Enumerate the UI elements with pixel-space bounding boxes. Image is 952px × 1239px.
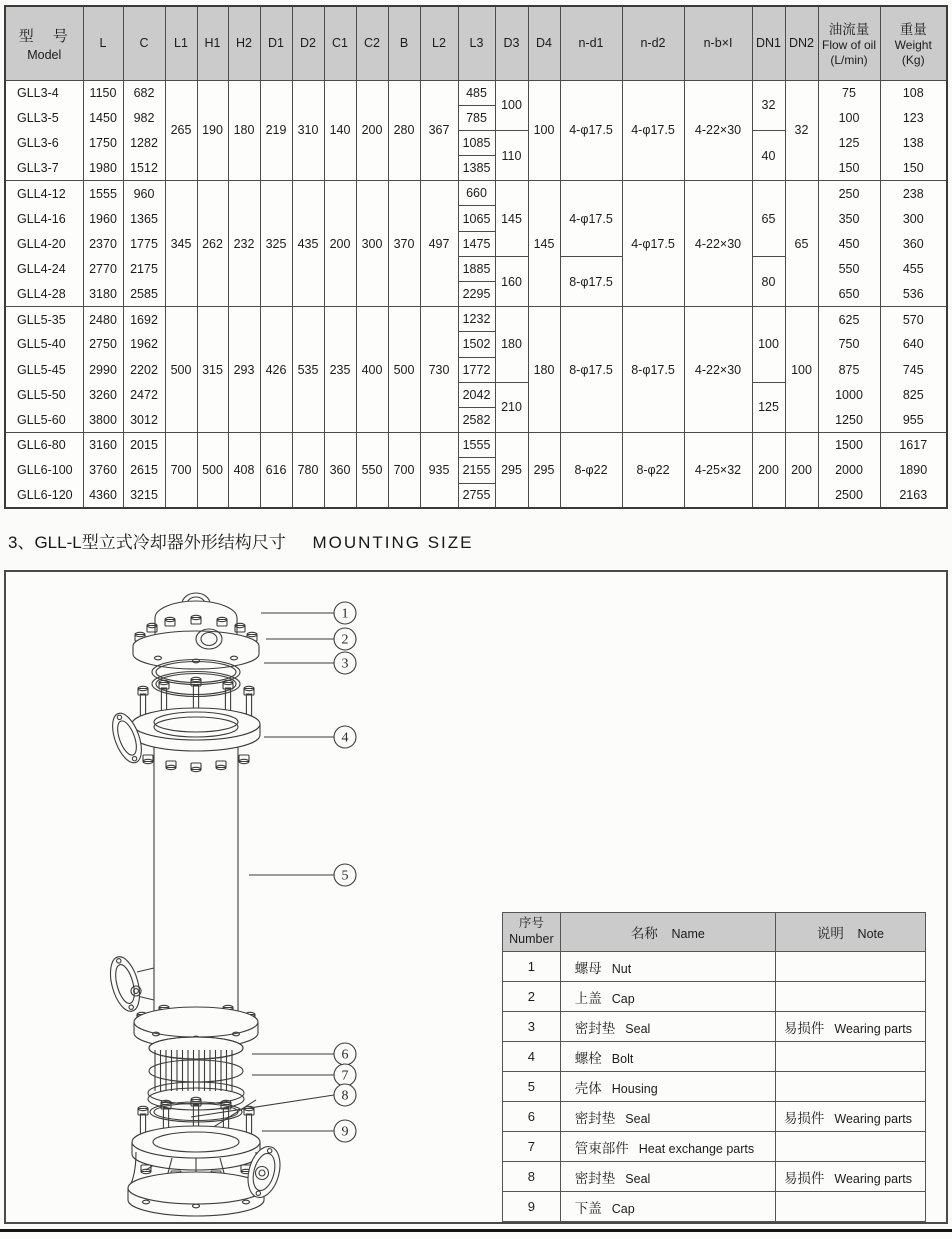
- cell-weight: 138: [880, 130, 947, 155]
- cell-flow: 550: [818, 256, 880, 281]
- cell-L1: 265: [165, 80, 197, 181]
- parts-cell-name: 螺母 Nut: [560, 952, 775, 982]
- cell-L: 2370: [83, 231, 123, 256]
- cell-D3: 110: [495, 130, 528, 180]
- cell-C: 1962: [123, 332, 165, 357]
- col-flow-unit: (L/min): [830, 53, 868, 68]
- col-C2: C2: [356, 6, 388, 80]
- cell-C1: 200: [324, 181, 356, 307]
- cell-DN1: 100: [752, 307, 785, 383]
- cell-C: 1775: [123, 231, 165, 256]
- cell-flow: 125: [818, 130, 880, 155]
- parts-col-number-en: Number: [509, 932, 554, 946]
- parts-cell-note: [775, 982, 925, 1012]
- cell-DN1: 200: [752, 433, 785, 509]
- cell-n-bxI: 4-22×30: [684, 80, 752, 181]
- parts-cell-note: [775, 1132, 925, 1162]
- cell-D4: 180: [528, 307, 560, 433]
- parts-col-name: [560, 913, 775, 952]
- cell-C: 2175: [123, 256, 165, 281]
- cell-L3: 660: [458, 181, 495, 206]
- parts-cell-number: 2: [503, 982, 561, 1012]
- cell-n-d1: 4-φ17.5: [560, 181, 622, 257]
- cell-C2: 400: [356, 307, 388, 433]
- svg-text:3: 3: [341, 656, 349, 672]
- cell-D2: 435: [292, 181, 324, 307]
- col-DN2: DN2: [785, 6, 818, 80]
- col-model-zh: 型 号: [18, 27, 70, 45]
- cell-model: GLL4-16: [5, 206, 83, 231]
- cell-flow: 2000: [818, 458, 880, 483]
- cell-weight: 536: [880, 282, 947, 307]
- cell-C: 1282: [123, 130, 165, 155]
- cell-DN1: 32: [752, 80, 785, 130]
- cell-flow: 650: [818, 282, 880, 307]
- cell-DN2: 65: [785, 181, 818, 307]
- cell-L1: 345: [165, 181, 197, 307]
- cell-L: 3260: [83, 382, 123, 407]
- cell-D2: 780: [292, 433, 324, 509]
- cell-weight: 745: [880, 357, 947, 382]
- cell-C: 1692: [123, 307, 165, 332]
- cell-H2: 232: [228, 181, 260, 307]
- cell-weight: 123: [880, 105, 947, 130]
- parts-cell-note: 易损件 Wearing parts: [775, 1102, 925, 1132]
- cell-flow: 875: [818, 357, 880, 382]
- cell-weight: 640: [880, 332, 947, 357]
- cell-model: GLL6-100: [5, 458, 83, 483]
- parts-col-number: [503, 913, 561, 952]
- spec-table: [4, 5, 948, 509]
- cell-C: 2015: [123, 433, 165, 458]
- cell-L3: 1232: [458, 307, 495, 332]
- cell-L: 1555: [83, 181, 123, 206]
- callout-2: [266, 628, 356, 650]
- cell-weight: 238: [880, 181, 947, 206]
- cell-C: 3215: [123, 483, 165, 508]
- diagram-panel: [4, 570, 948, 1224]
- cell-C1: 235: [324, 307, 356, 433]
- cell-H1: 500: [197, 433, 228, 509]
- cell-L2: 730: [420, 307, 458, 433]
- cell-weight: 1617: [880, 433, 947, 458]
- housing-group: [154, 738, 238, 1026]
- cell-C: 1512: [123, 156, 165, 181]
- cell-L1: 700: [165, 433, 197, 509]
- svg-text:4: 4: [341, 730, 349, 746]
- cell-L3: 2755: [458, 483, 495, 508]
- cell-model: GLL5-50: [5, 382, 83, 407]
- cell-L: 3760: [83, 458, 123, 483]
- parts-col-name-en: Name: [671, 927, 705, 941]
- cell-weight: 1890: [880, 458, 947, 483]
- cell-L3: 2295: [458, 282, 495, 307]
- col-H1: H1: [197, 6, 228, 80]
- svg-text:5: 5: [341, 868, 349, 884]
- cell-model: GLL4-24: [5, 256, 83, 281]
- col-model: [5, 6, 83, 80]
- cell-weight: 955: [880, 407, 947, 432]
- parts-cell-name: 螺栓 Bolt: [560, 1042, 775, 1072]
- side-flange-left-group: [105, 954, 154, 1015]
- cell-L3: 785: [458, 105, 495, 130]
- cell-C: 2585: [123, 282, 165, 307]
- col-model-en: Model: [27, 47, 62, 62]
- cell-weight: 2163: [880, 483, 947, 508]
- parts-cell-note: 易损件 Wearing parts: [775, 1162, 925, 1192]
- cell-model: GLL5-60: [5, 407, 83, 432]
- cell-L: 2750: [83, 332, 123, 357]
- col-B: B: [388, 6, 420, 80]
- col-L3: L3: [458, 6, 495, 80]
- cell-model: GLL4-20: [5, 231, 83, 256]
- cell-C1: 140: [324, 80, 356, 181]
- col-n-d2: n-d2: [622, 6, 684, 80]
- parts-col-note: [775, 913, 925, 952]
- cell-D2: 310: [292, 80, 324, 181]
- cell-D3: 295: [495, 433, 528, 509]
- parts-cell-number: 1: [503, 952, 561, 982]
- parts-cell-name: 下盖 Cap: [560, 1192, 775, 1222]
- cell-DN2: 32: [785, 80, 818, 181]
- cell-B: 500: [388, 307, 420, 433]
- col-flow-en: Flow of oil: [821, 37, 877, 52]
- cell-DN1: 65: [752, 181, 785, 257]
- cell-L1: 500: [165, 307, 197, 433]
- cell-n-bxI: 4-22×30: [684, 181, 752, 307]
- col-L1: L1: [165, 6, 197, 80]
- col-weight-unit: (Kg): [901, 53, 925, 68]
- col-DN1: DN1: [752, 6, 785, 80]
- parts-row: [503, 952, 926, 982]
- cell-flow: 1000: [818, 382, 880, 407]
- col-D3: D3: [495, 6, 528, 80]
- cell-L3: 1065: [458, 206, 495, 231]
- cell-D3: 180: [495, 307, 528, 383]
- callout-6: [252, 1043, 356, 1065]
- cell-B: 370: [388, 181, 420, 307]
- cell-D3: 210: [495, 382, 528, 432]
- cell-weight: 360: [880, 231, 947, 256]
- section-heading-en: MOUNTING SIZE: [312, 533, 474, 552]
- cell-L: 1980: [83, 156, 123, 181]
- parts-cell-name: 密封垫 Seal: [560, 1102, 775, 1132]
- cell-H2: 408: [228, 433, 260, 509]
- cell-D4: 100: [528, 80, 560, 181]
- cell-DN1: 80: [752, 256, 785, 306]
- cell-flow: 250: [818, 181, 880, 206]
- cell-flow: 450: [818, 231, 880, 256]
- cell-n-d1: 8-φ22: [560, 433, 622, 509]
- cell-L: 2990: [83, 357, 123, 382]
- cell-C: 682: [123, 80, 165, 105]
- cell-L3: 1085: [458, 130, 495, 155]
- col-flow-zh: 油流量: [828, 21, 870, 37]
- cell-C: 982: [123, 105, 165, 130]
- parts-row: [503, 1072, 926, 1102]
- cell-D1: 616: [260, 433, 292, 509]
- top-cap-group: [133, 593, 259, 669]
- cell-C2: 200: [356, 80, 388, 181]
- cell-n-d1: 8-φ17.5: [560, 307, 622, 433]
- cell-model: GLL5-35: [5, 307, 83, 332]
- cell-model: GLL6-80: [5, 433, 83, 458]
- parts-row: [503, 1192, 926, 1222]
- cell-C: 1365: [123, 206, 165, 231]
- cell-L: 1150: [83, 80, 123, 105]
- cell-L3: 1555: [458, 433, 495, 458]
- cell-L3: 2582: [458, 407, 495, 432]
- cell-D1: 426: [260, 307, 292, 433]
- cell-flow: 750: [818, 332, 880, 357]
- parts-col-number-zh: 序号: [518, 916, 544, 931]
- parts-row: [503, 1042, 926, 1072]
- parts-row: [503, 1162, 926, 1192]
- parts-cell-name: 上盖 Cap: [560, 982, 775, 1012]
- parts-cell-number: 5: [503, 1072, 561, 1102]
- spec-row: [5, 181, 947, 206]
- col-weight: [880, 6, 947, 80]
- page-bottom-edge: [0, 1229, 952, 1232]
- cell-C1: 360: [324, 433, 356, 509]
- cell-C: 2615: [123, 458, 165, 483]
- cell-model: GLL6-120: [5, 483, 83, 508]
- spec-row: [5, 80, 947, 105]
- section-heading: [8, 528, 474, 553]
- parts-table-header: [503, 913, 926, 952]
- col-weight-zh: 重量: [899, 21, 927, 37]
- col-D2: D2: [292, 6, 324, 80]
- parts-cell-name: 壳体 Housing: [560, 1072, 775, 1102]
- spec-header-row: [5, 6, 947, 80]
- cell-L3: 1475: [458, 231, 495, 256]
- cell-weight: 150: [880, 156, 947, 181]
- svg-text:1: 1: [341, 606, 349, 622]
- col-D4: D4: [528, 6, 560, 80]
- parts-cell-note: [775, 1042, 925, 1072]
- col-L2: L2: [420, 6, 458, 80]
- cell-weight: 300: [880, 206, 947, 231]
- parts-cell-note: [775, 952, 925, 982]
- cell-model: GLL5-45: [5, 357, 83, 382]
- cell-L3: 1885: [458, 256, 495, 281]
- cell-n-d2: 8-φ17.5: [622, 307, 684, 433]
- cell-model: GLL5-40: [5, 332, 83, 357]
- parts-col-name-zh: 名称: [630, 926, 658, 941]
- parts-table-body: [503, 952, 926, 1222]
- col-n-bxI: n-b×I: [684, 6, 752, 80]
- cell-L2: 497: [420, 181, 458, 307]
- cell-weight: 455: [880, 256, 947, 281]
- parts-cell-number: 6: [503, 1102, 561, 1132]
- callout-5: [249, 864, 356, 886]
- parts-header-row: [503, 913, 926, 952]
- cell-B: 700: [388, 433, 420, 509]
- cell-model: GLL4-28: [5, 282, 83, 307]
- cell-C: 2202: [123, 357, 165, 382]
- cell-L: 2770: [83, 256, 123, 281]
- parts-cell-name: 密封垫 Seal: [560, 1162, 775, 1192]
- cell-H2: 180: [228, 80, 260, 181]
- cell-D1: 325: [260, 181, 292, 307]
- cell-model: GLL3-4: [5, 80, 83, 105]
- cell-C: 960: [123, 181, 165, 206]
- cell-flow: 2500: [818, 483, 880, 508]
- parts-col-note-zh: 说明: [816, 926, 844, 941]
- svg-text:8: 8: [341, 1088, 349, 1104]
- cell-L: 2480: [83, 307, 123, 332]
- cell-L3: 2042: [458, 382, 495, 407]
- col-flow: [818, 6, 880, 80]
- cell-DN2: 200: [785, 433, 818, 509]
- cell-n-bxI: 4-22×30: [684, 307, 752, 433]
- cell-D3: 100: [495, 80, 528, 130]
- svg-text:6: 6: [341, 1047, 349, 1063]
- col-H2: H2: [228, 6, 260, 80]
- cell-n-d2: 8-φ22: [622, 433, 684, 509]
- cell-L3: 1772: [458, 357, 495, 382]
- parts-row: [503, 1102, 926, 1132]
- cell-L3: 1502: [458, 332, 495, 357]
- cell-D4: 145: [528, 181, 560, 307]
- col-C1: C1: [324, 6, 356, 80]
- cell-flow: 625: [818, 307, 880, 332]
- svg-text:2: 2: [341, 632, 349, 648]
- spec-row: [5, 307, 947, 332]
- cell-D3: 160: [495, 256, 528, 306]
- cell-n-bxI: 4-25×32: [684, 433, 752, 509]
- cell-L: 3160: [83, 433, 123, 458]
- parts-row: [503, 1132, 926, 1162]
- cell-flow: 350: [818, 206, 880, 231]
- cell-L2: 367: [420, 80, 458, 181]
- cell-D4: 295: [528, 433, 560, 509]
- cell-flow: 150: [818, 156, 880, 181]
- parts-row: [503, 1012, 926, 1042]
- cell-DN1: 125: [752, 382, 785, 432]
- cell-weight: 825: [880, 382, 947, 407]
- cell-H1: 262: [197, 181, 228, 307]
- cell-L3: 1385: [458, 156, 495, 181]
- col-n-d1: n-d1: [560, 6, 622, 80]
- col-D1: D1: [260, 6, 292, 80]
- cell-n-d1: 8-φ17.5: [560, 256, 622, 306]
- parts-cell-name: 管束部件 Heat exchange parts: [560, 1132, 775, 1162]
- parts-cell-note: [775, 1072, 925, 1102]
- cell-D3: 145: [495, 181, 528, 257]
- parts-row: [503, 982, 926, 1012]
- cell-C2: 550: [356, 433, 388, 509]
- section-heading-zh: 3、GLL-L型立式冷却器外形结构尺寸: [8, 533, 286, 552]
- cell-H1: 315: [197, 307, 228, 433]
- parts-col-note-en: Note: [857, 927, 884, 941]
- cell-L: 1450: [83, 105, 123, 130]
- col-L: L: [83, 6, 123, 80]
- cell-L: 1750: [83, 130, 123, 155]
- cell-weight: 108: [880, 80, 947, 105]
- cell-weight: 570: [880, 307, 947, 332]
- parts-cell-note: 易损件 Wearing parts: [775, 1012, 925, 1042]
- parts-cell-number: 4: [503, 1042, 561, 1072]
- spec-row: [5, 433, 947, 458]
- cell-flow: 1250: [818, 407, 880, 432]
- cell-L: 4360: [83, 483, 123, 508]
- cell-C2: 300: [356, 181, 388, 307]
- cell-flow: 1500: [818, 433, 880, 458]
- cell-DN2: 100: [785, 307, 818, 433]
- cell-flow: 100: [818, 105, 880, 130]
- spec-table-body: [5, 80, 947, 508]
- cell-L3: 2155: [458, 458, 495, 483]
- parts-cell-name: 密封垫 Seal: [560, 1012, 775, 1042]
- parts-cell-note: [775, 1192, 925, 1222]
- cell-C: 2472: [123, 382, 165, 407]
- cell-D2: 535: [292, 307, 324, 433]
- cell-L: 1960: [83, 206, 123, 231]
- callout-7: [252, 1064, 356, 1086]
- cell-L: 3800: [83, 407, 123, 432]
- spec-table-header: [5, 6, 947, 80]
- cell-flow: 75: [818, 80, 880, 105]
- cell-n-d2: 4-φ17.5: [622, 80, 684, 181]
- cell-L2: 935: [420, 433, 458, 509]
- cell-model: GLL4-12: [5, 181, 83, 206]
- cell-model: GLL3-5: [5, 105, 83, 130]
- cell-C: 3012: [123, 407, 165, 432]
- parts-cell-number: 9: [503, 1192, 561, 1222]
- col-C: C: [123, 6, 165, 80]
- cell-H2: 293: [228, 307, 260, 433]
- parts-cell-number: 8: [503, 1162, 561, 1192]
- callout-1: [261, 602, 356, 624]
- parts-cell-number: 3: [503, 1012, 561, 1042]
- cell-L3: 485: [458, 80, 495, 105]
- callout-4: [264, 726, 356, 748]
- cell-H1: 190: [197, 80, 228, 181]
- col-weight-en: Weight: [894, 37, 932, 52]
- svg-text:9: 9: [341, 1124, 349, 1140]
- cell-L: 3180: [83, 282, 123, 307]
- cell-B: 280: [388, 80, 420, 181]
- cell-D1: 219: [260, 80, 292, 181]
- cell-model: GLL3-6: [5, 130, 83, 155]
- callout-9: [262, 1120, 356, 1142]
- cell-model: GLL3-7: [5, 156, 83, 181]
- svg-text:7: 7: [341, 1068, 349, 1084]
- parts-table: [502, 912, 926, 1222]
- callout-3: [264, 652, 356, 674]
- cell-n-d2: 4-φ17.5: [622, 181, 684, 307]
- cell-n-d1: 4-φ17.5: [560, 80, 622, 181]
- cell-DN1: 40: [752, 130, 785, 180]
- parts-cell-number: 7: [503, 1132, 561, 1162]
